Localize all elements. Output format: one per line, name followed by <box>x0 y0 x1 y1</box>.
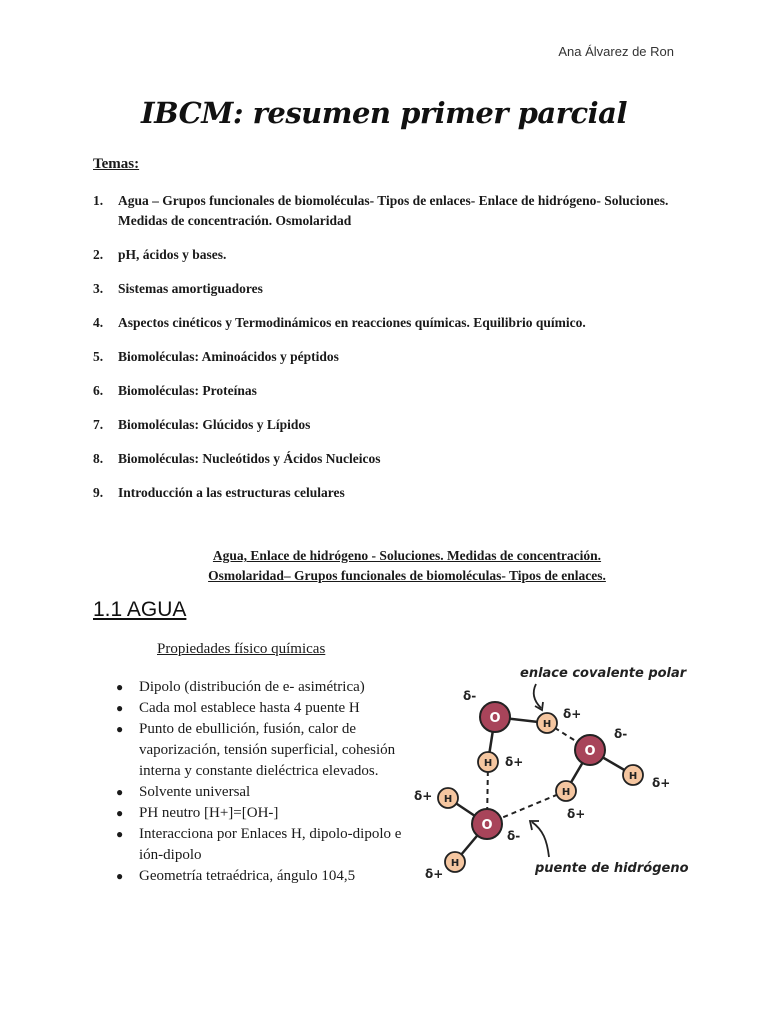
property-text: Solvente universal <box>139 784 251 800</box>
hydrogen-label: H <box>483 758 493 769</box>
section-heading <box>0 546 768 586</box>
topic-text: Biomoléculas: Aminoácidos y péptidos <box>118 349 339 364</box>
topic-number: 2. <box>93 247 104 262</box>
topics-heading: Temas: <box>93 156 140 172</box>
topic-item <box>93 415 693 435</box>
hbond-arrow-icon <box>532 822 549 857</box>
topic-number: 1. <box>93 193 104 208</box>
section-heading-line1: Agua, Enlace de hidrógeno - Soluciones. Medidas de concentración. <box>212 548 602 563</box>
bullet-icon: ● <box>116 701 124 715</box>
property-text: Dipolo (distribución de e- asimétrica) <box>139 679 365 695</box>
topic-item <box>93 381 693 401</box>
bullet-icon: ● <box>116 722 124 736</box>
property-item <box>115 803 405 824</box>
hydrogen-label: H <box>542 719 552 730</box>
property-item <box>115 866 405 887</box>
oxygen-label: O <box>481 818 493 833</box>
bullet-icon: ● <box>116 680 124 694</box>
topic-number: 3. <box>93 281 104 296</box>
hydrogen-label: H <box>628 771 638 782</box>
topic-number: 5. <box>93 349 104 364</box>
bullet-icon: ● <box>116 785 124 799</box>
hydrogen-bond-label: puente de hidrógeno <box>535 861 689 876</box>
bullet-icon: ● <box>116 869 124 883</box>
properties-list <box>115 677 405 887</box>
delta-minus-label: δ- <box>507 829 521 843</box>
page-title: IBCM: resumen primer parcial <box>141 96 627 130</box>
covalent-bonds <box>448 717 633 862</box>
property-item <box>115 719 405 782</box>
topic-item <box>93 449 693 469</box>
delta-plus-label: δ+ <box>652 776 671 790</box>
topic-text: Biomoléculas: Glúcidos y Lípidos <box>118 417 311 432</box>
covalent-bond-label: enlace covalente polar <box>520 666 687 681</box>
property-item <box>115 782 405 803</box>
property-text: Punto de ebullición, fusión, calor de vaporización, tensión superficial, cohesión interna y constante dieléctrica elevados. <box>139 721 396 779</box>
topic-item <box>93 279 693 299</box>
hydrogen-label: H <box>443 794 453 805</box>
topic-number: 9. <box>93 485 104 500</box>
topic-text: Biomoléculas: Nucleótidos y Ácidos Nucleicos <box>118 451 381 466</box>
topic-text: Introducción a las estructuras celulares <box>118 485 345 500</box>
topic-item <box>93 191 693 231</box>
topic-text: Sistemas amortiguadores <box>118 281 263 296</box>
delta-plus-label: δ+ <box>567 807 586 821</box>
property-item <box>115 698 405 719</box>
properties-subheading: Propiedades físico químicas <box>157 641 326 657</box>
delta-plus-label: δ+ <box>425 867 444 881</box>
property-text: Geometría tetraédrica, ángulo 104,5 <box>139 868 356 884</box>
oxygen-label: O <box>489 711 501 726</box>
section-heading-line2: Osmolaridad– Grupos funcionales de biomoléculas- Tipos de enlaces. <box>208 568 606 583</box>
topic-item <box>93 313 693 333</box>
section-title: 1.1 AGUA <box>93 598 187 621</box>
topic-item <box>93 245 693 265</box>
topic-text: Agua – Grupos funcionales de biomoléculas- Tipos de enlaces- Enlace de hidrógeno- Soluciones. Medidas de concentración. Osmolaridad <box>118 193 669 228</box>
hydrogen-atoms <box>438 713 643 872</box>
hbond-arrowhead-icon <box>530 821 539 830</box>
topic-number: 4. <box>93 315 104 330</box>
property-text: PH neutro [H+]=[OH-] <box>139 805 279 821</box>
property-text: Interacciona por Enlaces H, dipolo-dipolo e ión-dipolo <box>139 826 402 863</box>
delta-minus-label: δ- <box>463 689 477 703</box>
bullet-icon: ● <box>116 827 124 841</box>
topic-text: pH, ácidos y bases. <box>118 247 227 262</box>
delta-plus-label: δ+ <box>505 755 524 769</box>
delta-plus-label: δ+ <box>414 789 433 803</box>
bullet-icon: ● <box>116 806 124 820</box>
topic-number: 6. <box>93 383 104 398</box>
topic-number: 7. <box>93 417 104 432</box>
topic-item <box>93 347 693 367</box>
delta-plus-label: δ+ <box>563 707 582 721</box>
property-item <box>115 824 405 866</box>
topic-text: Aspectos cinéticos y Termodinámicos en reacciones químicas. Equilibrio químico. <box>118 315 586 330</box>
delta-minus-label: δ- <box>614 727 628 741</box>
topic-item <box>93 483 693 503</box>
property-text: Cada mol establece hasta 4 puente H <box>139 700 360 716</box>
hydrogen-label: H <box>561 787 571 798</box>
topics-list <box>93 191 693 517</box>
hydrogen-label: H <box>450 858 460 869</box>
topic-text: Biomoléculas: Proteínas <box>118 383 257 398</box>
property-item <box>115 677 405 698</box>
covalent-arrow-icon <box>534 684 541 708</box>
water-hydrogen-bond-diagram <box>395 650 695 900</box>
topic-number: 8. <box>93 451 104 466</box>
oxygen-label: O <box>584 744 596 759</box>
author-name: Ana Álvarez de Ron <box>558 44 674 59</box>
